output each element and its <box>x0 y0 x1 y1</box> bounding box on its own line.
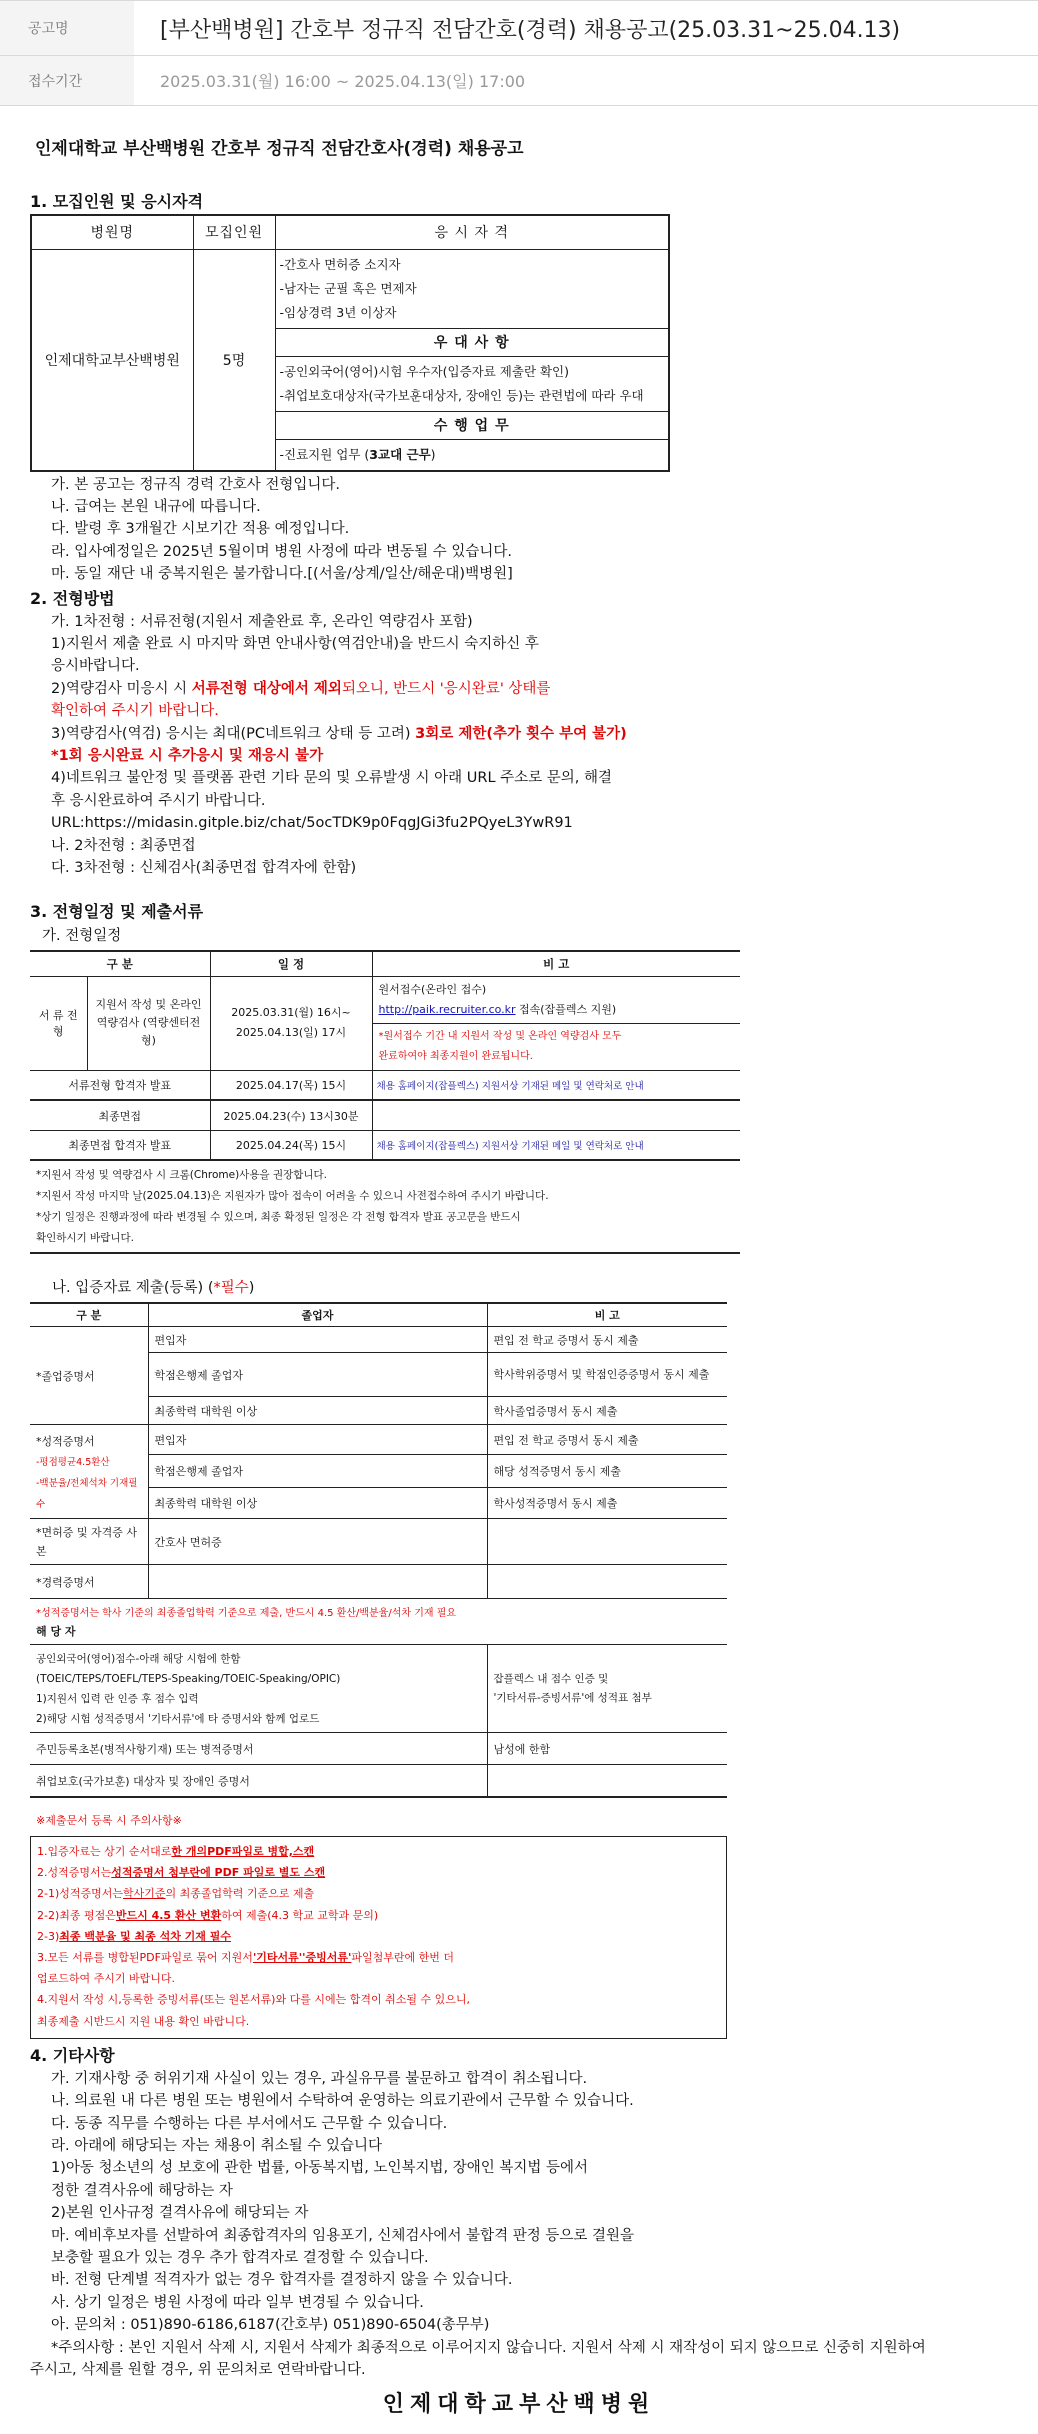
pref-item: -공인외국어(영어)시험 우수자(입증자료 제출란 확인) <box>279 363 570 379</box>
sched-div: 최종면접 합격자 발표 <box>30 1130 210 1160</box>
sched-div: 서 류 전 형 <box>30 976 87 1070</box>
etc-caution: *주의사항 : 본인 지원서 삭제 시, 지원서 삭제가 최종적으로 이루어지지 않습니다. 지원서 삭제 시 재작성이 되지 않으므로 신중히 지원하여 <box>51 2339 926 2356</box>
license-label: *면허증 및 자격증 사본 <box>30 1519 148 1565</box>
etc-line: 정한 결격사유에 해당하는 자 <box>51 2182 233 2199</box>
lang-line: 2)해당 시험 성적증명서 '기타서류'에 타 증명서와 함께 업로드 <box>36 1712 320 1725</box>
sched-note-top <box>373 977 741 1024</box>
step3-line: 다. 3차전형 : 신체검사(최종면접 합격자에 한함) <box>51 860 357 876</box>
caution-line <box>37 1841 720 1862</box>
caution-line: 최종제출 시반드시 지원 내용 확인 바랍니다. <box>37 2014 250 2028</box>
protect-label: 취업보호(국가보훈) 대상자 및 장애인 증명서 <box>30 1765 487 1797</box>
etc-line: 다. 동종 직무를 수행하는 다른 부서에서도 근무할 수 있습니다. <box>51 2115 448 2132</box>
warn-bold: 서류전형 대상에서 제외 <box>191 680 342 697</box>
caution-line <box>37 1947 720 1968</box>
career-note <box>487 1565 727 1599</box>
section1-heading: 1. 모집인원 및 응시자격 <box>30 192 204 211</box>
qual-item: -임상경력 3년 이상자 <box>279 304 397 320</box>
step1-warning <box>51 678 1008 700</box>
caution-strong: '기타서류''증빙서류' <box>252 1950 352 1964</box>
section4-heading: 4. 기타사항 <box>30 2045 115 2065</box>
grade-who: 최종학력 대학원 이상 <box>148 1488 487 1519</box>
lang-line: (TOEIC/TEPS/TOEFL/TEPS-Speaking/TOEIC-Speaking/OPIC) <box>36 1672 341 1685</box>
sched-note: 채용 홈페이지(잡플렉스) 지원서상 기재된 메일 및 연락처로 안내 <box>372 1130 740 1160</box>
license-value: 간호사 면허증 <box>148 1519 487 1565</box>
grade-who: 학점은행제 졸업자 <box>148 1454 487 1487</box>
caution-text: 3.모든 서류를 병합된PDF파일로 묶어 지원서 <box>37 1950 253 1964</box>
step1-note: 1)지원서 제출 완료 시 마지막 화면 안내사항(역검안내)을 반드시 숙지하신 후 <box>51 635 539 652</box>
documents-subheading <box>52 1276 1008 1297</box>
docs-required: *필수 <box>213 1280 249 1297</box>
duty-item <box>275 439 669 471</box>
note-line: 나. 급여는 본원 내규에 따릅니다. <box>51 498 261 515</box>
recruit-count: 5명 <box>193 249 275 471</box>
etc-line: 마. 예비후보자를 선발하여 최종합격자의 임용포기, 신체검사에서 불합격 판정 등으로 결원을 <box>51 2227 634 2244</box>
limit-text: 3)역량검사(역검) 응시는 최대(PC네트워크 상태 등 고려) <box>51 725 416 742</box>
hospital-name: 인제대학교부산백병원 <box>31 249 193 471</box>
no-retest-note: *1회 응시완료 시 추가응시 및 재응시 불가 <box>51 747 324 764</box>
sched-note: 채용 홈페이지(잡플렉스) 지원서상 기재된 메일 및 연락처로 안내 <box>372 1070 740 1100</box>
caution-text: 의 최종졸업학력 기준으로 제출 <box>165 1887 315 1901</box>
lang-line: 1)지원서 입력 란 인증 후 점수 입력 <box>36 1692 199 1705</box>
step1-limit <box>51 723 1008 745</box>
caution-text: 2-1)성적증명서는 <box>37 1887 124 1901</box>
sched-note-bottom <box>373 1024 741 1070</box>
caution-strong: 반드시 4.5 환산 변환 <box>115 1908 222 1922</box>
header-row-period <box>0 56 1038 106</box>
docs-sub-end: ) <box>248 1280 255 1297</box>
lang-cell <box>30 1645 487 1733</box>
caution-text: 하여 제출(4.3 학교 교학과 문의) <box>221 1908 379 1922</box>
col-hospital: 병원명 <box>31 215 193 249</box>
duty-close: ) <box>430 446 436 462</box>
documents-table <box>30 1302 727 1798</box>
etc-line: 2)본원 인사규정 결격사유에 해당되는 자 <box>51 2205 309 2222</box>
sched-note-line: *지원서 작성 및 역량검사 시 크롬(Chrome)사용을 권장합니다. <box>36 1169 327 1182</box>
col-date: 일 정 <box>210 951 372 976</box>
qual-item: -간호사 면허증 소지자 <box>279 256 401 272</box>
network-note: 후 응시완료하여 주시기 바랍니다. <box>51 792 266 809</box>
sched-note-line: *지원서 작성 마지막 날(2025.04.13)은 지원자가 많아 접속이 어려울 수 있으니 사전접수하여 주시기 바랍니다. <box>36 1190 549 1203</box>
col-div: 구 분 <box>30 951 210 976</box>
col-qual: 응 시 자 격 <box>275 215 669 249</box>
pref-item: -취업보호대상자(국가보훈대상자, 장애인 등)는 관련법에 따라 우대 <box>279 387 644 403</box>
etc-line: 보충할 필요가 있는 경우 추가 합격자로 결정할 수 있습니다. <box>51 2249 429 2266</box>
note-link-text: 접속(잡플렉스 지원) <box>515 1002 617 1016</box>
caution-head: ※제출문서 등록 시 주의사항※ <box>36 1813 182 1827</box>
period-value: 2025.03.31(월) 16:00 ~ 2025.04.13(일) 17:00 <box>160 72 526 91</box>
section4-body <box>30 2068 1008 2359</box>
caution-line <box>37 1862 720 1883</box>
resident-note: 남성에 한함 <box>487 1733 727 1765</box>
caution-strong: 한 개의PDF파일로 병합,스캔 <box>171 1844 315 1858</box>
sched-date: 2025.04.17(목) 15시 <box>210 1070 372 1100</box>
caution-text: 2-2)최종 평점은 <box>37 1908 116 1922</box>
caution-line <box>37 1883 720 1904</box>
caution-line: 업로드하여 주시기 바랍니다. <box>37 1972 176 1986</box>
lang-note-line: '기타서류-증빙서류'에 성적표 첨부 <box>493 1691 652 1704</box>
note-line: 라. 입사예정일은 2025년 5월이며 병원 사정에 따라 변동될 수 있습니다. <box>51 543 513 560</box>
note-line: 다. 발령 후 3개월간 시보기간 적용 예정입니다. <box>51 521 350 538</box>
sched-div: 서류전형 합격자 발표 <box>30 1070 210 1100</box>
etc-line: 가. 기재사항 중 허위기재 사실이 있는 경우, 과실유무를 불문하고 합격이 취소됩니다. <box>51 2070 588 2087</box>
sched-date <box>210 976 372 1070</box>
resident-label: 주민등록초본(병적사항기재) 또는 병적증명서 <box>30 1733 487 1765</box>
duty-shift: 3교대 근무 <box>369 446 431 462</box>
grad-who: 학점은행제 졸업자 <box>148 1353 487 1397</box>
lang-line: 공인외국어(영어)점수-아래 해당 시험에 한함 <box>36 1652 241 1665</box>
target-head: 해 당 자 <box>36 1625 76 1639</box>
note-line: 마. 동일 재단 내 중복지원은 불가합니다.[(서울/상계/일산/해운대)백병원] <box>51 566 513 583</box>
d-col-grad: 졸업자 <box>148 1303 487 1327</box>
recruit-link[interactable]: http://paik.recruiter.co.kr <box>378 1002 516 1016</box>
grade-note: 해당 성적증명서 동시 제출 <box>487 1454 727 1487</box>
duty-head: 수 행 업 무 <box>275 411 669 439</box>
limit-bold: 3회로 제한(추가 횟수 부여 불가) <box>415 725 627 742</box>
network-note: 4)네트워크 불안정 및 플랫폼 관련 기타 문의 및 오류발생 시 아래 URL 주소로 문의, 해결 <box>51 770 613 787</box>
sched-sub: 지원서 작성 및 온라인 역량검사 (역량센터전형) <box>87 976 210 1070</box>
etc-caution-cont: 주시고, 삭제를 원할 경우, 위 문의처로 연락바랍니다. <box>30 2362 366 2379</box>
sched-div: 최종면접 <box>30 1100 210 1130</box>
step1-note: 응시바랍니다. <box>51 658 140 675</box>
caution-line: 4.지원서 작성 시,등록한 증빙서류(또는 원본서류)와 다를 시에는 합격이 취소될 수 있으니, <box>37 1993 470 2007</box>
recruit-table <box>30 214 670 472</box>
docs-sub-text: 나. 입증자료 제출(등록) ( <box>52 1280 214 1297</box>
d-col-div: 구 분 <box>30 1303 148 1327</box>
grade-label: *성적증명서 <box>36 1435 95 1449</box>
col-note: 비 고 <box>372 951 740 976</box>
section2-heading: 2. 전형방법 <box>30 588 115 608</box>
schedule-notes <box>30 1161 740 1254</box>
sched-note <box>372 976 740 1070</box>
lang-note <box>487 1645 727 1733</box>
note-link-line <box>379 1000 735 1020</box>
sched-note-line: *상기 일정은 진행과정에 따라 변경될 수 있으며, 최종 확정된 일정은 각 전형 합격자 발표 공고문을 반드시 <box>36 1211 521 1224</box>
grade-notice: *성적증명서는 학사 기준의 최종졸업학력 기준으로 제출, 반드시 4.5 환산/백분율/석차 기재 필요 <box>36 1608 457 1620</box>
date-start: 2025.03.31(월) 16시~ <box>231 1006 351 1020</box>
caution-line <box>37 1905 720 1926</box>
warn-red-line: 확인하여 주시기 바랍니다. <box>51 703 219 720</box>
note-line: 가. 본 공고는 정규직 경력 간호사 전형입니다. <box>51 476 340 493</box>
caution-box <box>30 1836 727 2039</box>
etc-contact: 아. 문의처 : 051)890-6186,6187(간호부) 051)890-6504(총무부) <box>51 2317 490 2334</box>
lang-note-line: 잡플렉스 내 점수 인증 및 <box>493 1672 609 1685</box>
caution-underline: 학사기준 <box>123 1887 166 1901</box>
protect-note <box>487 1765 727 1797</box>
support-url[interactable]: URL:https://midasin.gitple.biz/chat/5ocTDK9p0FqgJGi3fu2PQyeL3YwR91 <box>51 815 573 832</box>
etc-line: 라. 아래에 해당되는 자는 채용이 취소될 수 있습니다 <box>51 2137 383 2154</box>
note-online: 원서접수(온라인 접수) <box>378 982 487 996</box>
pref-list <box>275 356 669 411</box>
schedule-subheading: 가. 전형일정 <box>42 928 122 945</box>
section1-notes <box>30 474 1008 586</box>
grade-sub: -백분율/전체석차 기재필수 <box>36 1478 138 1511</box>
grade-who: 편입자 <box>148 1425 487 1454</box>
grad-who: 편입자 <box>148 1327 487 1353</box>
caution-strong: 성적증명서 첨부란에 PDF 파일로 별도 스캔 <box>111 1866 326 1880</box>
caution-text: 2-3) <box>37 1929 60 1943</box>
sched-note-line: 확인하시기 바랍니다. <box>36 1232 134 1245</box>
announce-label: 공고명 <box>0 1 134 55</box>
grade-note: 편입 전 학교 증명서 동시 제출 <box>487 1425 727 1454</box>
grad-note: 편입 전 학교 증명서 동시 제출 <box>487 1327 727 1353</box>
qual-item: -남자는 군필 혹은 면제자 <box>279 280 417 296</box>
pref-head: 우 대 사 항 <box>275 328 669 356</box>
step2-line: 나. 2차전형 : 최종면접 <box>51 837 196 854</box>
caution-line <box>37 1926 720 1947</box>
grad-note: 학사졸업증명서 동시 제출 <box>487 1397 727 1425</box>
header-row-title <box>0 0 1038 56</box>
schedule-table <box>30 950 740 1161</box>
grade-label-cell <box>30 1425 148 1519</box>
caution-text: 2.성적증명서는 <box>37 1866 112 1880</box>
footer-hospital-name: 인제대학교부산백병원 <box>382 2392 656 2418</box>
note-warn: *원서접수 기간 내 지원서 작성 및 온라인 역량검사 모두 <box>378 1030 622 1042</box>
step1-line: 가. 1차전형 : 서류전형(지원서 제출완료 후, 온라인 역량검사 포함) <box>51 613 473 630</box>
section3-heading: 3. 전형일정 및 제출서류 <box>30 902 204 922</box>
caution-strong: 최종 백분율 및 최종 석차 기재 필수 <box>59 1929 232 1943</box>
career-value <box>148 1565 487 1599</box>
sched-date: 2025.04.23(수) 13시30분 <box>210 1100 372 1130</box>
doc-title: 인제대학교 부산백병원 간호부 정규직 전담간호사(경력) 채용공고 <box>35 139 524 159</box>
period-label: 접수기간 <box>0 56 134 105</box>
etc-line: 나. 의료원 내 다른 병원 또는 병원에서 수탁하여 운영하는 의료기관에서 근무할 수 있습니다. <box>51 2093 634 2110</box>
grad-label: *졸업증명서 <box>30 1327 148 1425</box>
d-col-note: 비 고 <box>487 1303 727 1327</box>
grade-note: 학사성적증명서 동시 제출 <box>487 1488 727 1519</box>
grad-who: 최종학력 대학원 이상 <box>148 1397 487 1425</box>
warn-red: 되오니, 반드시 '응시완료' 상태를 <box>341 680 551 697</box>
section2-body <box>30 611 1008 880</box>
sched-note <box>372 1100 740 1130</box>
document-body <box>0 106 1038 2418</box>
etc-line: 사. 상기 일정은 병원 사정에 따라 일부 변경될 수 있습니다. <box>51 2294 424 2311</box>
grade-sub: -평점평균4.5환산 <box>36 1457 110 1469</box>
date-end: 2025.04.13(일) 17시 <box>235 1026 347 1040</box>
duty-text: -진료지원 업무 ( <box>279 446 370 462</box>
career-label: *경력증명서 <box>30 1565 148 1599</box>
qual-list <box>275 249 669 328</box>
license-note <box>487 1519 727 1565</box>
col-count: 모집인원 <box>193 215 275 249</box>
caution-text: 1.입증자료는 상기 순서대로 <box>37 1844 172 1858</box>
sched-date: 2025.04.24(목) 15시 <box>210 1130 372 1160</box>
warn-text: 2)역량검사 미응시 시 <box>51 680 192 697</box>
announce-title: [부산백병원] 간호부 정규직 전담간호(경력) 채용공고(25.03.31~25.04.13) <box>160 17 901 43</box>
grade-notice-cell <box>30 1599 727 1645</box>
caution-text: 파일첨부란에 한번 더 <box>351 1950 455 1964</box>
etc-line: 1)아동 청소년의 성 보호에 관한 법률, 아동복지법, 노인복지법, 장애인 복지법 등에서 <box>51 2160 589 2177</box>
grad-note: 학사학위증명서 및 학점인증증명서 동시 제출 <box>487 1353 727 1397</box>
etc-line: 바. 전형 단계별 적격자가 없는 경우 합격자를 결정하지 않을 수 있습니다. <box>51 2272 513 2289</box>
note-warn: 완료하여야 최종지원이 완료됩니다. <box>378 1050 533 1062</box>
